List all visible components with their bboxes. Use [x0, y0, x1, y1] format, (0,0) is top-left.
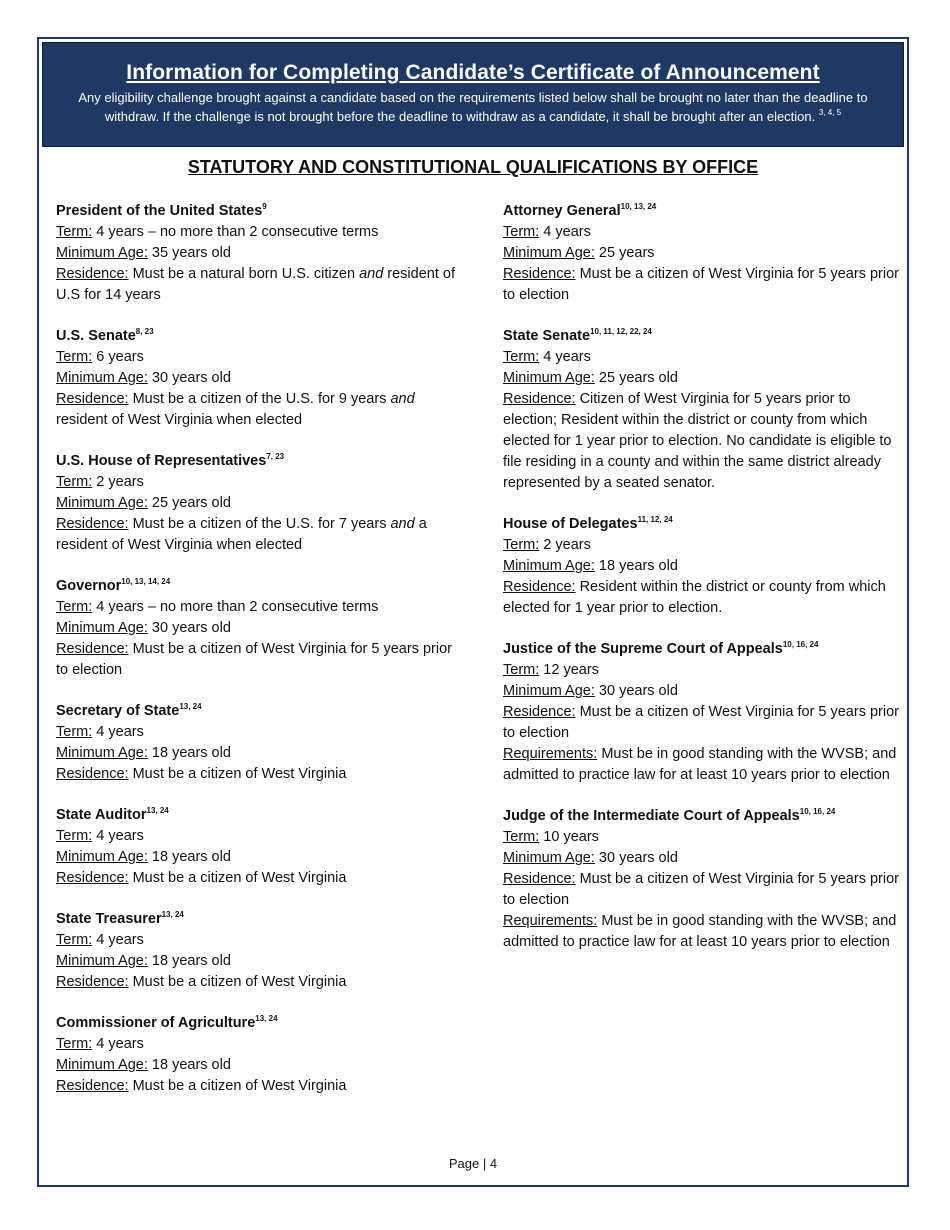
office-heading — [503, 639, 899, 660]
min-age-line — [56, 493, 456, 514]
residence-line-label: Residence: — [56, 266, 129, 282]
term-line-label: Term: — [56, 349, 93, 365]
page-frame — [37, 37, 909, 1187]
min-age-line-value: 18 years old — [598, 558, 678, 574]
office-name: State Auditor — [56, 807, 147, 823]
residence-text: and — [359, 266, 384, 282]
residence-line — [56, 764, 456, 785]
residence-line-label: Residence: — [503, 871, 576, 887]
term-line — [56, 472, 456, 493]
min-age-line — [56, 368, 456, 389]
office-footnotes: 10, 16, 24 — [799, 807, 836, 816]
term-line — [503, 660, 899, 681]
office-footnotes: 13, 24 — [146, 806, 169, 815]
residence-text: Must be a citizen of West Virginia — [132, 1078, 347, 1094]
residence-line — [56, 389, 456, 431]
term-line-value: 2 years — [96, 474, 144, 490]
term-line-label: Term: — [56, 932, 93, 948]
min-age-line-value: 25 years old — [151, 495, 231, 511]
office-name: Attorney General — [503, 203, 621, 219]
requirements-line-label: Requirements: — [503, 746, 598, 762]
term-line-label: Term: — [503, 349, 540, 365]
office-heading — [503, 201, 899, 222]
office-name: Governor — [56, 578, 122, 594]
residence-text: and — [390, 516, 415, 532]
residence-text: resident of West Virginia when elected — [56, 412, 303, 428]
min-age-line-label: Minimum Age: — [56, 245, 148, 261]
office-footnotes: 10, 13, 14, 24 — [121, 577, 171, 586]
residence-line-label: Residence: — [56, 974, 129, 990]
residence-text: Citizen of West Virginia for 5 years prior to election; Resident within the district or county from which elected for 1 year prior to election. No candidate is eligible to file residing in a county and within the same district already represented by a seated senator. — [503, 391, 892, 491]
office-heading — [56, 326, 456, 347]
office-block — [503, 201, 899, 306]
term-line — [503, 347, 899, 368]
office-name: Commissioner of Agriculture — [56, 1015, 256, 1031]
min-age-line-value: 25 years old — [598, 370, 678, 386]
term-line-value: 10 years — [543, 829, 599, 845]
term-line-value: 4 years — [96, 1036, 144, 1052]
residence-line-label: Residence: — [56, 641, 129, 657]
min-age-line-label: Minimum Age: — [503, 370, 595, 386]
min-age-line — [56, 618, 456, 639]
term-line — [56, 930, 456, 951]
term-line — [56, 597, 456, 618]
office-block — [56, 201, 456, 306]
office-name: U.S. Senate — [56, 328, 136, 344]
min-age-line-label: Minimum Age: — [56, 495, 148, 511]
office-block — [56, 909, 456, 993]
banner-text — [43, 85, 903, 126]
residence-text: Must be a citizen of West Virginia for 5 years prior to election — [56, 641, 452, 678]
residence-text: Must be a citizen of West Virginia for 5 years prior to election — [503, 704, 899, 741]
office-footnotes: 13, 24 — [161, 910, 184, 919]
office-heading — [56, 576, 456, 597]
residence-line-label: Residence: — [503, 391, 576, 407]
min-age-line — [503, 243, 899, 264]
min-age-line-label: Minimum Age: — [56, 370, 148, 386]
term-line-value: 4 years — [96, 828, 144, 844]
requirements-line-label: Requirements: — [503, 913, 598, 929]
office-block — [503, 514, 899, 619]
min-age-line — [56, 951, 456, 972]
term-line — [56, 826, 456, 847]
office-footnotes: 7, 23 — [266, 452, 285, 461]
office-name: U.S. House of Representatives — [56, 453, 267, 469]
residence-line — [503, 577, 899, 619]
term-line — [56, 1034, 456, 1055]
term-line-label: Term: — [56, 1036, 93, 1052]
min-age-line-value: 18 years old — [151, 953, 231, 969]
office-heading — [56, 805, 456, 826]
office-name: Secretary of State — [56, 703, 180, 719]
min-age-line-value: 18 years old — [151, 1057, 231, 1073]
min-age-line-value: 35 years old — [151, 245, 231, 261]
min-age-line-value: 30 years old — [598, 850, 678, 866]
min-age-line-label: Minimum Age: — [56, 745, 148, 761]
term-line-value: 4 years – no more than 2 consecutive terms — [96, 599, 379, 615]
office-footnotes: 10, 16, 24 — [782, 640, 819, 649]
office-heading — [56, 451, 456, 472]
residence-line — [56, 972, 456, 993]
min-age-line — [503, 556, 899, 577]
residence-line — [56, 514, 456, 556]
min-age-line-label: Minimum Age: — [56, 849, 148, 865]
min-age-line — [503, 681, 899, 702]
office-heading — [56, 201, 456, 222]
left-column — [56, 201, 456, 1117]
office-name: State Senate — [503, 328, 591, 344]
min-age-line — [503, 848, 899, 869]
term-line-label: Term: — [56, 724, 93, 740]
office-block — [56, 701, 456, 785]
min-age-line-value: 25 years — [598, 245, 655, 261]
residence-text: Must be a citizen of the U.S. for 7 years — [132, 516, 391, 532]
office-heading — [503, 806, 899, 827]
term-line-value: 4 years — [543, 224, 591, 240]
office-name: President of the United States — [56, 203, 263, 219]
min-age-line-value: 18 years old — [151, 745, 231, 761]
residence-line — [56, 639, 456, 681]
office-heading — [56, 909, 456, 930]
min-age-line-label: Minimum Age: — [56, 1057, 148, 1073]
term-line-value: 12 years — [543, 662, 599, 678]
term-line — [503, 827, 899, 848]
residence-text: Resident within the district or county from which elected for 1 year prior to election. — [503, 579, 886, 616]
residence-text: resident of U.S for 14 years — [56, 266, 456, 303]
banner-title: Information for Completing Candidate’s Certificate of Announcement — [126, 61, 820, 84]
residence-text: Must be a natural born U.S. citizen — [132, 266, 360, 282]
min-age-line — [56, 1055, 456, 1076]
residence-line-label: Residence: — [56, 516, 129, 532]
term-line-value: 4 years — [543, 349, 591, 365]
min-age-line-label: Minimum Age: — [503, 245, 595, 261]
min-age-line — [56, 847, 456, 868]
office-heading — [503, 326, 899, 347]
office-name: House of Delegates — [503, 516, 638, 532]
office-block — [56, 451, 456, 556]
term-line-label: Term: — [503, 537, 540, 553]
residence-text: Must be a citizen of West Virginia — [132, 766, 347, 782]
section-title: STATUTORY AND CONSTITUTIONAL QUALIFICATIONS BY OFFICE — [187, 157, 759, 177]
office-block — [56, 576, 456, 681]
residence-line — [56, 868, 456, 889]
banner-footnotes: 3, 4, 5 — [818, 108, 842, 117]
residence-line-label: Residence: — [56, 766, 129, 782]
term-line-label: Term: — [56, 474, 93, 490]
residence-text: Must be a citizen of West Virginia for 5 years prior to election — [503, 871, 899, 908]
banner-body: Any eligibility challenge brought against a candidate based on the requirements listed below shall be brought no later than the deadline to withdraw. If the challenge is not brought before the deadline to withdraw as a candidate, it shall be brought after an election. — [78, 90, 868, 124]
residence-line-label: Residence: — [56, 391, 129, 407]
office-block — [503, 326, 899, 494]
office-heading — [56, 1013, 456, 1034]
office-block — [56, 326, 456, 431]
min-age-line — [503, 368, 899, 389]
residence-line — [503, 389, 899, 494]
term-line-label: Term: — [503, 662, 540, 678]
term-line-label: Term: — [56, 828, 93, 844]
requirements-line-value: Must be in good standing with the WVSB; and admitted to practice law for at least 10 years prior to election — [503, 746, 897, 783]
page-number: Page | 4 — [448, 1156, 498, 1171]
term-line — [503, 222, 899, 243]
term-line-value: 4 years – no more than 2 consecutive terms — [96, 224, 379, 240]
term-line-value: 6 years — [96, 349, 144, 365]
term-line — [56, 722, 456, 743]
term-line-label: Term: — [503, 224, 540, 240]
office-name: Justice of the Supreme Court of Appeals — [503, 641, 783, 657]
term-line-value: 4 years — [96, 932, 144, 948]
term-line — [503, 535, 899, 556]
office-block — [56, 805, 456, 889]
min-age-line-value: 30 years old — [151, 370, 231, 386]
term-line-label: Term: — [503, 829, 540, 845]
office-name: State Treasurer — [56, 911, 162, 927]
min-age-line — [56, 243, 456, 264]
office-name: Judge of the Intermediate Court of Appeals — [503, 808, 800, 824]
min-age-line-label: Minimum Age: — [503, 850, 595, 866]
residence-line — [56, 1076, 456, 1097]
min-age-line-label: Minimum Age: — [503, 683, 595, 699]
right-column — [503, 201, 899, 973]
residence-line-label: Residence: — [503, 266, 576, 282]
min-age-line-label: Minimum Age: — [56, 620, 148, 636]
office-footnotes: 11, 12, 24 — [637, 515, 673, 524]
office-footnotes: 9 — [262, 202, 267, 211]
residence-line — [503, 264, 899, 306]
office-heading — [503, 514, 899, 535]
min-age-line-value: 30 years old — [151, 620, 231, 636]
term-line — [56, 347, 456, 368]
office-footnotes: 10, 13, 24 — [620, 202, 657, 211]
office-block — [503, 639, 899, 786]
min-age-line — [56, 743, 456, 764]
term-line-label: Term: — [56, 224, 93, 240]
office-block — [56, 1013, 456, 1097]
min-age-line-label: Minimum Age: — [56, 953, 148, 969]
office-footnotes: 13, 24 — [179, 702, 202, 711]
residence-text: Must be a citizen of West Virginia — [132, 974, 347, 990]
term-line-value: 2 years — [543, 537, 591, 553]
residence-text: Must be a citizen of the U.S. for 9 years — [132, 391, 391, 407]
residence-line — [503, 702, 899, 744]
min-age-line-label: Minimum Age: — [503, 558, 595, 574]
requirements-line — [503, 911, 899, 953]
residence-line-label: Residence: — [503, 579, 576, 595]
residence-line-label: Residence: — [56, 870, 129, 886]
residence-text: and — [390, 391, 415, 407]
residence-line-label: Residence: — [503, 704, 576, 720]
term-line — [56, 222, 456, 243]
office-heading — [56, 701, 456, 722]
office-footnotes: 13, 24 — [255, 1014, 278, 1023]
residence-line — [56, 264, 456, 306]
min-age-line-value: 18 years old — [151, 849, 231, 865]
residence-line-label: Residence: — [56, 1078, 129, 1094]
residence-text: Must be a citizen of West Virginia for 5 years prior to election — [503, 266, 899, 303]
office-block — [503, 806, 899, 953]
residence-text: a resident of West Virginia when elected — [56, 516, 427, 553]
requirements-line-value: Must be in good standing with the WVSB; and admitted to practice law for at least 10 years prior to election — [503, 913, 897, 950]
info-banner — [42, 42, 904, 147]
requirements-line — [503, 744, 899, 786]
term-line-label: Term: — [56, 599, 93, 615]
term-line-value: 4 years — [96, 724, 144, 740]
office-footnotes: 8, 23 — [135, 327, 154, 336]
residence-line — [503, 869, 899, 911]
office-footnotes: 10, 11, 12, 22, 24 — [590, 327, 652, 336]
min-age-line-value: 30 years old — [598, 683, 678, 699]
residence-text: Must be a citizen of West Virginia — [132, 870, 347, 886]
